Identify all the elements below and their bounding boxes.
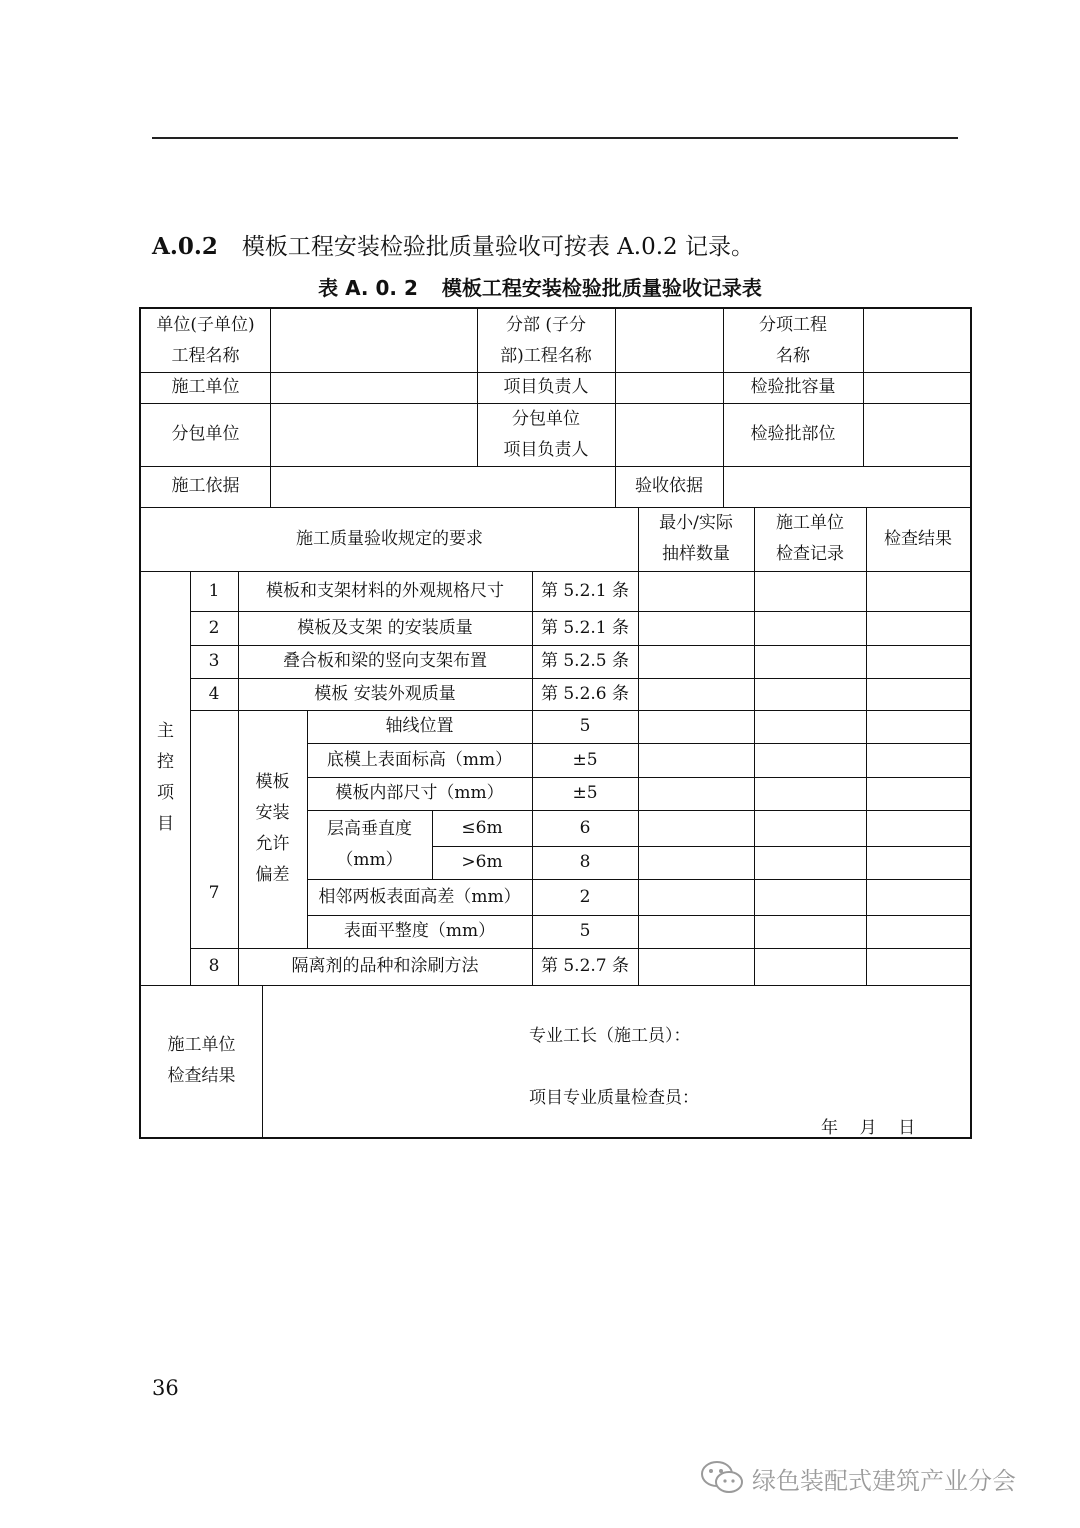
item-8-req: 第 5.2.7 条 (540, 956, 630, 976)
item-2-req: 第 5.2.1 条 (540, 617, 630, 638)
grid-line (638, 507, 639, 985)
item-7-axis-position-req: 5 (579, 716, 591, 736)
item-8-desc: 隔离剂的品种和涂刷方法 (291, 956, 479, 976)
item-7-flatness: 表面平整度（mm） (343, 921, 496, 941)
grid-line (866, 507, 867, 985)
clause-number: A.0.2 (152, 233, 218, 260)
item-7-group-label: 模板 安装 允许 偏差 (255, 772, 290, 885)
item-7-cond-le6m-req: 6 (579, 817, 591, 838)
label-construction-basis: 施工依据 (171, 476, 240, 496)
item-4-desc: 模板 安装外观质量 (314, 683, 456, 704)
item-1-no: 1 (208, 580, 220, 601)
label-subcontract-leader: 分包单位 项目负责人 (503, 408, 589, 460)
item-3-no: 3 (208, 651, 220, 671)
item-7-axis-position: 轴线位置 (385, 716, 454, 736)
item-4-req: 第 5.2.6 条 (540, 683, 630, 704)
item-4-no: 4 (208, 683, 220, 704)
label-requirements: 施工质量验收规定的要求 (296, 528, 483, 549)
item-2-desc: 模板及支架 的安装质量 (297, 617, 473, 638)
item-7-inner-size: 模板内部尺寸（mm） (335, 783, 504, 803)
footer-label: 施工单位 检查结果 (167, 1035, 236, 1086)
item-3-req: 第 5.2.5 条 (540, 651, 630, 671)
watermark (700, 1460, 1016, 1496)
inspector-signature-line: 项目专业质量检查员： (529, 1088, 699, 1108)
grid-line (141, 985, 970, 986)
label-subitem-project-name: 分项工程 名称 (759, 314, 827, 366)
acceptance-record-table (139, 307, 972, 1139)
main-control-label (141, 571, 190, 985)
item-2-no: 2 (208, 617, 220, 638)
item-7-adjacent-diff: 相邻两板表面高差（mm） (318, 886, 521, 907)
label-batch-capacity: 检验批容量 (750, 377, 836, 397)
wechat-icon (700, 1460, 744, 1496)
label-unit-project-name: 单位(子单位) 工程名称 (156, 314, 255, 366)
date-line: 年 月 日 (821, 1118, 916, 1138)
item-7-floor-verticality: 层高垂直度 （mm） (327, 818, 412, 870)
table-title-text: 模板工程安装检验批质量验收记录表 (441, 276, 762, 300)
main-control-label-text: 主控项目 (157, 721, 174, 834)
item-3-desc: 叠合板和梁的竖向支架布置 (283, 651, 487, 671)
header-rule (152, 137, 958, 139)
foreman-signature-line: 专业工长（施工员）： (529, 1026, 691, 1046)
grid-line (723, 466, 724, 507)
table-number: 表 A. 0. 2 (318, 276, 418, 300)
label-project-leader: 项目负责人 (503, 377, 589, 397)
grid-line (754, 507, 755, 985)
item-7-cond-gt6m: >6m (461, 852, 503, 872)
item-7-flatness-req: 5 (579, 921, 591, 941)
label-check-result: 检查结果 (884, 528, 952, 549)
label-batch-location: 检验批部位 (750, 424, 836, 444)
item-8-no: 8 (208, 956, 220, 976)
item-7-cond-le6m: ≤6m (461, 817, 503, 838)
item-7-cond-gt6m-req: 8 (579, 852, 591, 872)
grid-line (270, 309, 271, 507)
grid-line (863, 309, 864, 466)
table-title (0, 272, 1080, 301)
page-number: 36 (152, 1376, 179, 1400)
item-7-bottom-elevation-req: ±5 (572, 749, 598, 770)
clause-heading (152, 228, 754, 261)
label-acceptance-basis: 验收依据 (635, 476, 703, 496)
item-7-adjacent-diff-req: 2 (579, 886, 591, 907)
item-7-no: 7 (208, 882, 220, 903)
item-1-req: 第 5.2.1 条 (540, 580, 630, 601)
label-division-project-name: 分部 (子分 部)工程名称 (500, 314, 592, 366)
item-1-desc: 模板和支架材料的外观规格尺寸 (266, 580, 504, 601)
label-subcontract-unit: 分包单位 (171, 424, 240, 444)
grid-line (262, 985, 263, 1137)
label-unit-check-record: 施工单位 检查记录 (776, 513, 844, 564)
label-min-actual-samples: 最小/实际 抽样数量 (659, 513, 733, 564)
watermark-text: 绿色装配式建筑产业分会 (752, 1466, 1016, 1495)
clause-text: 模板工程安装检验批质量验收可按表 A.0.2 记录。 (241, 234, 754, 260)
label-construction-unit: 施工单位 (171, 377, 240, 397)
item-7-bottom-elevation: 底模上表面标高（mm） (326, 749, 513, 770)
item-7-inner-size-req: ±5 (572, 783, 598, 803)
